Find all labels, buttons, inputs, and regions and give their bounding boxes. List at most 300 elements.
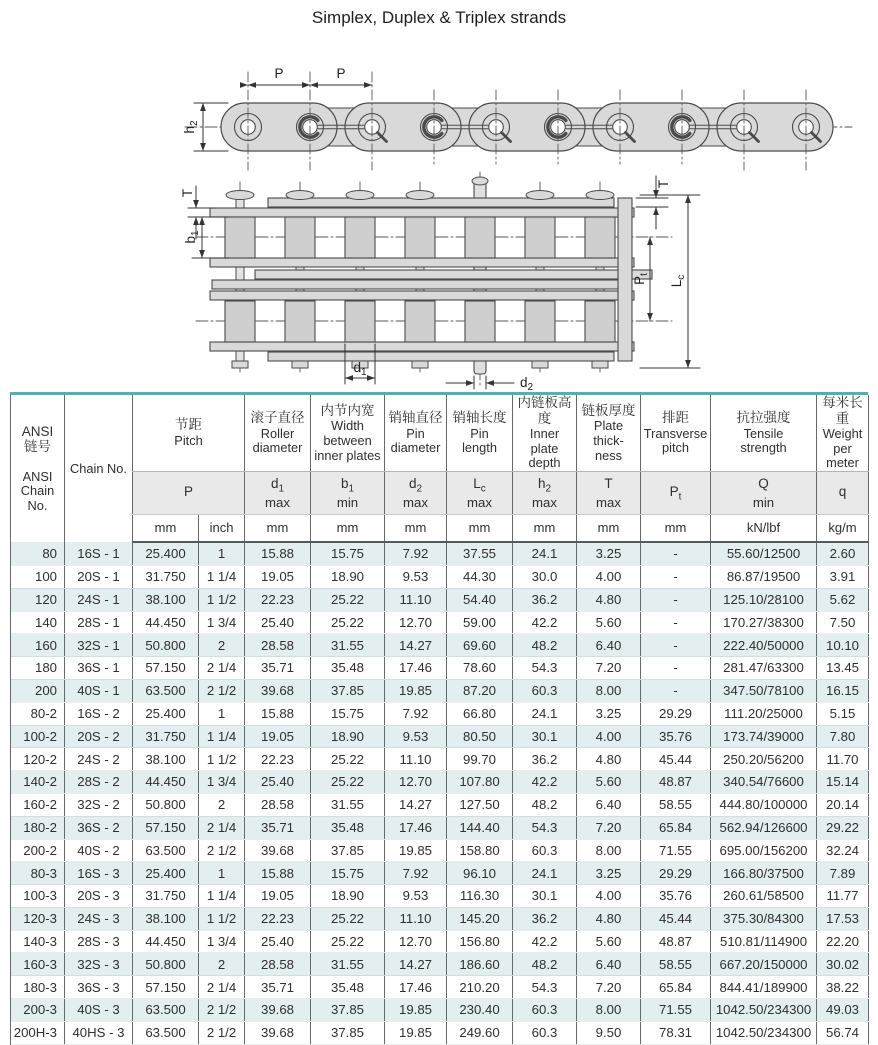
unit-plate-thickness: mm <box>577 515 641 543</box>
cell-pitch-inch: 1 1/2 <box>199 907 245 930</box>
cell-tensile-strength: 111.20/25000 <box>711 702 817 725</box>
cell-chain-no: 32S - 1 <box>65 634 133 657</box>
cell-ansi-no: 200H-3 <box>11 1021 65 1044</box>
cell-inner-width: 25.22 <box>311 611 385 634</box>
cell-transverse-pitch: 48.87 <box>641 771 711 794</box>
cell-plate-thickness: 8.00 <box>577 679 641 702</box>
cell-inner-width: 37.85 <box>311 839 385 862</box>
cell-ansi-no: 140-2 <box>11 771 65 794</box>
cell-pitch-mm: 38.100 <box>133 588 199 611</box>
cell-plate-depth: 36.2 <box>513 588 577 611</box>
cell-roller-diameter: 19.05 <box>245 885 311 908</box>
header-inner-width: 内节内宽 Width between inner plates <box>311 395 385 472</box>
cell-weight: 17.53 <box>817 907 869 930</box>
cell-inner-width: 18.90 <box>311 885 385 908</box>
cell-plate-thickness: 3.25 <box>577 702 641 725</box>
cell-roller-diameter: 25.40 <box>245 930 311 953</box>
cell-ansi-no: 80-2 <box>11 702 65 725</box>
cell-pin-length: 66.80 <box>447 702 513 725</box>
symbol-pin-length: $L_c$ max <box>447 472 513 515</box>
header-symbol-row <box>11 472 869 515</box>
cell-plate-depth: 36.2 <box>513 748 577 771</box>
cell-weight: 29.22 <box>817 816 869 839</box>
cell-pitch-inch: 2 1/2 <box>199 1021 245 1044</box>
header-chain-no <box>65 395 133 542</box>
cell-transverse-pitch: 71.55 <box>641 999 711 1022</box>
cell-plate-thickness: 6.40 <box>577 634 641 657</box>
unit-tensile-strength: kN/lbf <box>711 515 817 543</box>
cell-inner-width: 35.48 <box>311 657 385 680</box>
cell-weight: 32.24 <box>817 839 869 862</box>
cell-tensile-strength: 375.30/84300 <box>711 907 817 930</box>
cell-pin-length: 145.20 <box>447 907 513 930</box>
cell-weight: 11.70 <box>817 748 869 771</box>
cell-roller-diameter: 15.88 <box>245 702 311 725</box>
cell-plate-depth: 42.2 <box>513 930 577 953</box>
cell-pitch-inch: 1 1/4 <box>199 725 245 748</box>
cell-weight: 7.89 <box>817 862 869 885</box>
cell-transverse-pitch: 29.29 <box>641 702 711 725</box>
cell-pitch-inch: 1 3/4 <box>199 930 245 953</box>
cell-weight: 49.03 <box>817 999 869 1022</box>
cell-chain-no: 36S - 2 <box>65 816 133 839</box>
cell-roller-diameter: 39.68 <box>245 839 311 862</box>
cell-weight: 30.02 <box>817 953 869 976</box>
cell-chain-no: 32S - 3 <box>65 953 133 976</box>
cell-ansi-no: 100-3 <box>11 885 65 908</box>
cell-weight: 20.14 <box>817 793 869 816</box>
cell-tensile-strength: 695.00/156200 <box>711 839 817 862</box>
dim-label-pitch-2: P <box>336 66 346 81</box>
spec-table-wrap <box>10 392 868 1045</box>
cell-roller-diameter: 28.58 <box>245 953 311 976</box>
cell-tensile-strength: 170.27/38300 <box>711 611 817 634</box>
cell-pin-diameter: 11.10 <box>385 907 447 930</box>
cell-pitch-inch: 2 <box>199 793 245 816</box>
cell-transverse-pitch: - <box>641 542 711 565</box>
header-weight: 每米长重 Weight per meter <box>817 395 869 472</box>
cell-pin-length: 78.60 <box>447 657 513 680</box>
cell-pin-diameter: 17.46 <box>385 976 447 999</box>
cell-roller-diameter: 39.68 <box>245 679 311 702</box>
cell-weight: 15.14 <box>817 771 869 794</box>
cell-pin-length: 158.80 <box>447 839 513 862</box>
plan-view-diagram <box>180 172 700 392</box>
cell-plate-thickness: 5.60 <box>577 611 641 634</box>
cell-pin-diameter: 7.92 <box>385 702 447 725</box>
cell-chain-no: 40S - 1 <box>65 679 133 702</box>
cell-pin-diameter: 7.92 <box>385 542 447 565</box>
cell-transverse-pitch: 78.31 <box>641 1021 711 1044</box>
cell-ansi-no: 80-3 <box>11 862 65 885</box>
cell-pitch-inch: 2 <box>199 634 245 657</box>
cell-plate-thickness: 4.00 <box>577 725 641 748</box>
dim-label-plate-height: $h_2$ <box>182 120 200 134</box>
dim-label-transverse-pitch: $P_t$ <box>632 273 650 285</box>
unit-pin-length: mm <box>447 515 513 543</box>
cell-chain-no: 16S - 3 <box>65 862 133 885</box>
header-ansi <box>11 395 65 542</box>
cell-transverse-pitch: 58.55 <box>641 793 711 816</box>
cell-plate-depth: 24.1 <box>513 702 577 725</box>
cell-ansi-no: 100-2 <box>11 725 65 748</box>
cell-chain-no: 20S - 2 <box>65 725 133 748</box>
cell-pitch-mm: 63.500 <box>133 999 199 1022</box>
cell-weight: 7.50 <box>817 611 869 634</box>
cell-plate-thickness: 5.60 <box>577 930 641 953</box>
cell-pin-diameter: 9.53 <box>385 725 447 748</box>
cell-chain-no: 24S - 3 <box>65 907 133 930</box>
table-row <box>11 702 869 725</box>
header-plate-depth: 内链板高度 Inner plate depth <box>513 395 577 472</box>
cell-plate-depth: 54.3 <box>513 976 577 999</box>
cell-weight: 22.20 <box>817 930 869 953</box>
cell-tensile-strength: 125.10/28100 <box>711 588 817 611</box>
cell-ansi-no: 180-3 <box>11 976 65 999</box>
table-row <box>11 930 869 953</box>
cell-plate-thickness: 5.60 <box>577 771 641 794</box>
cell-transverse-pitch: 48.87 <box>641 930 711 953</box>
cell-plate-depth: 42.2 <box>513 771 577 794</box>
cell-pitch-inch: 1 <box>199 862 245 885</box>
cell-pin-diameter: 19.85 <box>385 839 447 862</box>
cell-pin-diameter: 19.85 <box>385 999 447 1022</box>
cell-inner-width: 35.48 <box>311 976 385 999</box>
cell-plate-thickness: 4.00 <box>577 885 641 908</box>
cell-tensile-strength: 340.54/76600 <box>711 771 817 794</box>
cell-pin-diameter: 9.53 <box>385 885 447 908</box>
table-row <box>11 999 869 1022</box>
unit-transverse-pitch: mm <box>641 515 711 543</box>
cell-chain-no: 16S - 2 <box>65 702 133 725</box>
cell-pitch-mm: 50.800 <box>133 634 199 657</box>
cell-inner-width: 15.75 <box>311 702 385 725</box>
cell-roller-diameter: 15.88 <box>245 862 311 885</box>
cell-transverse-pitch: 65.84 <box>641 816 711 839</box>
symbol-transverse-pitch: $P_t$ <box>641 472 711 515</box>
symbol-roller-diameter: $d_1$ max <box>245 472 311 515</box>
cell-pin-length: 107.80 <box>447 771 513 794</box>
cell-plate-thickness: 8.00 <box>577 999 641 1022</box>
table-row <box>11 542 869 565</box>
cell-chain-no: 28S - 3 <box>65 930 133 953</box>
cell-plate-depth: 60.3 <box>513 1021 577 1044</box>
cell-plate-depth: 36.2 <box>513 907 577 930</box>
cell-chain-no: 28S - 2 <box>65 771 133 794</box>
cell-pitch-mm: 50.800 <box>133 953 199 976</box>
cell-pitch-mm: 63.500 <box>133 679 199 702</box>
cell-chain-no: 40HS - 3 <box>65 1021 133 1044</box>
cell-plate-thickness: 4.00 <box>577 565 641 588</box>
cell-pitch-mm: 38.100 <box>133 748 199 771</box>
cell-pitch-inch: 2 1/4 <box>199 816 245 839</box>
symbol-plate-depth: $h_2$ max <box>513 472 577 515</box>
cell-weight: 2.60 <box>817 542 869 565</box>
cell-plate-depth: 24.1 <box>513 542 577 565</box>
cell-transverse-pitch: - <box>641 611 711 634</box>
cell-ansi-no: 120-3 <box>11 907 65 930</box>
unit-weight: kg/m <box>817 515 869 543</box>
cell-inner-width: 31.55 <box>311 634 385 657</box>
cell-inner-width: 25.22 <box>311 907 385 930</box>
cell-pin-length: 99.70 <box>447 748 513 771</box>
symbol-plate-thickness: T max <box>577 472 641 515</box>
cell-tensile-strength: 444.80/100000 <box>711 793 817 816</box>
cell-plate-depth: 60.3 <box>513 999 577 1022</box>
cell-plate-depth: 24.1 <box>513 862 577 885</box>
cell-pin-diameter: 17.46 <box>385 657 447 680</box>
cell-pitch-inch: 1 1/2 <box>199 748 245 771</box>
table-row <box>11 588 869 611</box>
cell-roller-diameter: 19.05 <box>245 565 311 588</box>
cell-chain-no: 36S - 1 <box>65 657 133 680</box>
cell-pitch-mm: 57.150 <box>133 816 199 839</box>
cell-ansi-no: 120 <box>11 588 65 611</box>
cell-pin-diameter: 14.27 <box>385 793 447 816</box>
unit-roller-diameter: mm <box>245 515 311 543</box>
cell-pin-diameter: 7.92 <box>385 862 447 885</box>
cell-tensile-strength: 844.41/189900 <box>711 976 817 999</box>
cell-chain-no: 40S - 2 <box>65 839 133 862</box>
rollers-strand-1 <box>225 217 615 258</box>
cell-plate-depth: 48.2 <box>513 634 577 657</box>
cell-ansi-no: 160-3 <box>11 953 65 976</box>
header-chain-no-label: Chain No. <box>70 460 127 476</box>
header-pin-diameter: 销轴直径 Pin diameter <box>385 395 447 472</box>
table-row <box>11 679 869 702</box>
cell-plate-depth: 54.3 <box>513 657 577 680</box>
cell-roller-diameter: 22.23 <box>245 907 311 930</box>
cell-tensile-strength: 510.81/114900 <box>711 930 817 953</box>
cell-pitch-mm: 31.750 <box>133 565 199 588</box>
cell-pin-diameter: 12.70 <box>385 611 447 634</box>
cell-transverse-pitch: 58.55 <box>641 953 711 976</box>
cell-tensile-strength: 1042.50/234300 <box>711 999 817 1022</box>
cell-tensile-strength: 222.40/50000 <box>711 634 817 657</box>
page-title: Simplex, Duplex & Triplex strands <box>311 8 567 27</box>
cell-inner-width: 18.90 <box>311 565 385 588</box>
cell-pin-length: 87.20 <box>447 679 513 702</box>
cell-plate-thickness: 4.80 <box>577 588 641 611</box>
cell-roller-diameter: 19.05 <box>245 725 311 748</box>
cell-plate-depth: 30.0 <box>513 565 577 588</box>
cell-pitch-mm: 38.100 <box>133 907 199 930</box>
cell-tensile-strength: 260.61/58500 <box>711 885 817 908</box>
table-row <box>11 771 869 794</box>
cell-weight: 13.45 <box>817 657 869 680</box>
cell-pin-length: 127.50 <box>447 793 513 816</box>
cell-inner-width: 25.22 <box>311 748 385 771</box>
cell-weight: 5.15 <box>817 702 869 725</box>
cell-chain-no: 20S - 1 <box>65 565 133 588</box>
unit-plate-depth: mm <box>513 515 577 543</box>
table-row <box>11 748 869 771</box>
cell-pitch-mm: 25.400 <box>133 862 199 885</box>
cell-roller-diameter: 35.71 <box>245 657 311 680</box>
header-ansi-zh: ANSI 链号 <box>21 423 54 455</box>
table-row <box>11 839 869 862</box>
cell-pin-length: 116.30 <box>447 885 513 908</box>
cell-plate-thickness: 7.20 <box>577 976 641 999</box>
cell-pin-length: 249.60 <box>447 1021 513 1044</box>
cell-pitch-mm: 57.150 <box>133 976 199 999</box>
cell-inner-width: 37.85 <box>311 999 385 1022</box>
header-name-row <box>11 395 869 472</box>
cell-chain-no: 20S - 3 <box>65 885 133 908</box>
cell-transverse-pitch: 29.29 <box>641 862 711 885</box>
table-row <box>11 611 869 634</box>
cell-pin-length: 230.40 <box>447 999 513 1022</box>
table-row <box>11 907 869 930</box>
cell-weight: 10.10 <box>817 634 869 657</box>
cell-tensile-strength: 562.94/126600 <box>711 816 817 839</box>
cell-roller-diameter: 35.71 <box>245 816 311 839</box>
cell-transverse-pitch: - <box>641 657 711 680</box>
cell-plate-depth: 54.3 <box>513 816 577 839</box>
cell-transverse-pitch: - <box>641 588 711 611</box>
cell-roller-diameter: 28.58 <box>245 793 311 816</box>
cell-ansi-no: 180-2 <box>11 816 65 839</box>
cell-roller-diameter: 22.23 <box>245 748 311 771</box>
cell-transverse-pitch: - <box>641 634 711 657</box>
cell-tensile-strength: 173.74/39000 <box>711 725 817 748</box>
cell-tensile-strength: 1042.50/234300 <box>711 1021 817 1044</box>
rollers-strand-2 <box>225 301 615 342</box>
cell-ansi-no: 200-3 <box>11 999 65 1022</box>
table-row <box>11 634 869 657</box>
unit-pin-diameter: mm <box>385 515 447 543</box>
cell-pitch-mm: 25.400 <box>133 542 199 565</box>
cell-pin-length: 96.10 <box>447 862 513 885</box>
cell-pitch-inch: 2 1/4 <box>199 657 245 680</box>
cell-ansi-no: 140 <box>11 611 65 634</box>
cell-transverse-pitch: 35.76 <box>641 725 711 748</box>
cell-plate-depth: 48.2 <box>513 793 577 816</box>
cell-weight: 11.77 <box>817 885 869 908</box>
cell-pin-length: 210.20 <box>447 976 513 999</box>
cell-pitch-mm: 57.150 <box>133 657 199 680</box>
cell-pitch-mm: 63.500 <box>133 839 199 862</box>
cell-plate-thickness: 3.25 <box>577 862 641 885</box>
cell-transverse-pitch: 45.44 <box>641 748 711 771</box>
cell-plate-thickness: 8.00 <box>577 839 641 862</box>
dim-label-thickness-left: T <box>180 188 195 198</box>
cell-tensile-strength: 667.20/150000 <box>711 953 817 976</box>
cell-transverse-pitch: - <box>641 679 711 702</box>
cell-inner-width: 37.85 <box>311 679 385 702</box>
cell-pin-length: 80.50 <box>447 725 513 748</box>
cell-plate-thickness: 7.20 <box>577 816 641 839</box>
cell-pin-diameter: 17.46 <box>385 816 447 839</box>
symbol-tensile-strength: Q min <box>711 472 817 515</box>
header-ansi-en: ANSI Chain No. <box>20 468 55 513</box>
symbol-weight: q <box>817 472 869 515</box>
dim-label-pin-length: $L_c$ <box>669 274 687 288</box>
table-row <box>11 657 869 680</box>
cell-inner-width: 35.48 <box>311 816 385 839</box>
cell-pitch-mm: 31.750 <box>133 725 199 748</box>
unit-pitch-mm: mm <box>133 515 199 543</box>
dim-label-inner-width: $b_1$ <box>183 230 201 244</box>
cell-weight: 7.80 <box>817 725 869 748</box>
cell-pin-length: 69.60 <box>447 634 513 657</box>
table-row <box>11 976 869 999</box>
pin-tips <box>232 361 608 368</box>
cell-pitch-inch: 1 <box>199 542 245 565</box>
cell-pitch-inch: 2 1/2 <box>199 679 245 702</box>
cell-plate-depth: 30.1 <box>513 725 577 748</box>
header-unit-row <box>11 515 869 543</box>
cell-pitch-inch: 1 1/4 <box>199 565 245 588</box>
cell-inner-width: 25.22 <box>311 588 385 611</box>
side-view-diagram <box>182 66 852 170</box>
cell-ansi-no: 160 <box>11 634 65 657</box>
cell-ansi-no: 80 <box>11 542 65 565</box>
dim-label-roller-diameter: $d_1$ <box>353 360 367 378</box>
cell-pin-diameter: 12.70 <box>385 930 447 953</box>
cell-ansi-no: 200-2 <box>11 839 65 862</box>
cell-ansi-no: 160-2 <box>11 793 65 816</box>
cell-pin-diameter: 14.27 <box>385 953 447 976</box>
cell-pin-length: 44.30 <box>447 565 513 588</box>
cell-pin-diameter: 19.85 <box>385 679 447 702</box>
cell-tensile-strength: 166.80/37500 <box>711 862 817 885</box>
cell-weight: 38.22 <box>817 976 869 999</box>
cell-plate-depth: 30.1 <box>513 885 577 908</box>
header-plate-thickness: 链板厚度 Plate thick- ness <box>577 395 641 472</box>
table-row <box>11 816 869 839</box>
cell-inner-width: 31.55 <box>311 953 385 976</box>
header-pin-length: 销轴长度 Pin length <box>447 395 513 472</box>
cell-plate-depth: 60.3 <box>513 839 577 862</box>
cell-chain-no: 40S - 3 <box>65 999 133 1022</box>
cell-plate-thickness: 4.80 <box>577 907 641 930</box>
cell-pin-diameter: 9.53 <box>385 565 447 588</box>
cell-plate-thickness: 6.40 <box>577 793 641 816</box>
chain-diagrams <box>0 30 878 392</box>
cell-roller-diameter: 25.40 <box>245 771 311 794</box>
unit-inner-width: mm <box>311 515 385 543</box>
cell-pitch-mm: 31.750 <box>133 885 199 908</box>
cell-pitch-inch: 2 1/2 <box>199 999 245 1022</box>
table-row <box>11 793 869 816</box>
cell-tensile-strength: 347.50/78100 <box>711 679 817 702</box>
cell-tensile-strength: 86.87/19500 <box>711 565 817 588</box>
cell-ansi-no: 100 <box>11 565 65 588</box>
table-row <box>11 953 869 976</box>
cell-transverse-pitch: - <box>641 565 711 588</box>
cell-inner-width: 15.75 <box>311 862 385 885</box>
table-row <box>11 725 869 748</box>
cell-tensile-strength: 281.47/63300 <box>711 657 817 680</box>
dim-label-pitch-1: P <box>274 66 284 81</box>
cell-pitch-mm: 44.450 <box>133 771 199 794</box>
cell-roller-diameter: 22.23 <box>245 588 311 611</box>
cell-pin-length: 156.80 <box>447 930 513 953</box>
cell-chain-no: 32S - 2 <box>65 793 133 816</box>
cell-pin-diameter: 14.27 <box>385 634 447 657</box>
cell-weight: 5.62 <box>817 588 869 611</box>
cell-ansi-no: 140-3 <box>11 930 65 953</box>
header-transverse-pitch: 排距 Transverse pitch <box>641 395 711 472</box>
cell-pitch-inch: 2 1/4 <box>199 976 245 999</box>
cell-roller-diameter: 39.68 <box>245 999 311 1022</box>
symbol-inner-width: $b_1$ min <box>311 472 385 515</box>
cell-pitch-mm: 63.500 <box>133 1021 199 1044</box>
cell-weight: 3.91 <box>817 565 869 588</box>
cell-pin-length: 144.40 <box>447 816 513 839</box>
cell-weight: 56.74 <box>817 1021 869 1044</box>
